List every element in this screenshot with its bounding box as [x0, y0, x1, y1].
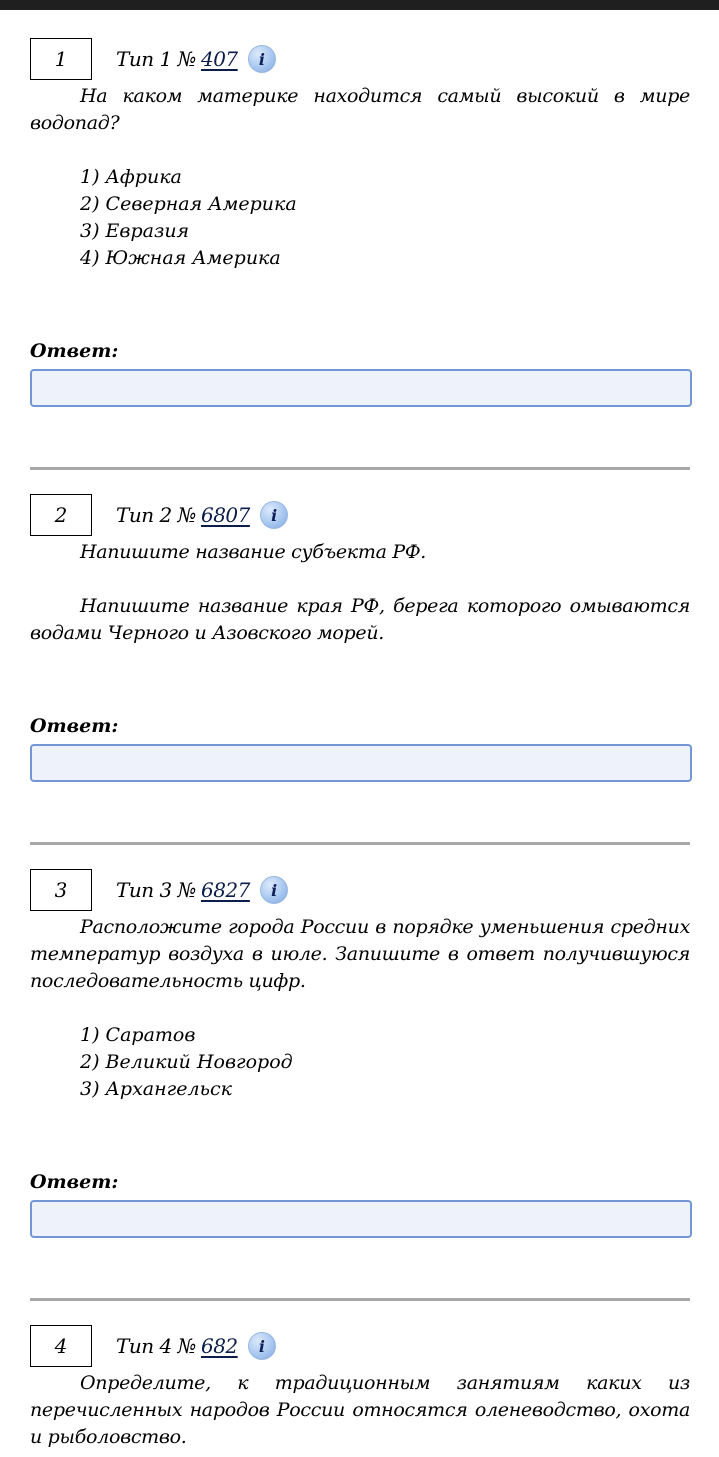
task-question: Напишите название края РФ, берега которого омываются водами Черного и Азовского морей.: [30, 595, 690, 644]
task-header: [116, 43, 276, 75]
task-number-box: 4: [30, 1325, 92, 1367]
option-item: 2) Северная Америка: [80, 193, 297, 215]
option-item: 1) Саратов: [80, 1024, 196, 1046]
task-subject-line: Напишите название субъекта РФ.: [80, 541, 427, 563]
task-divider: [30, 842, 690, 845]
task-type-label: Тип 3 №: [116, 878, 196, 902]
options-list: [80, 164, 297, 272]
task-divider: [30, 1298, 690, 1301]
task-number-box: 2: [30, 494, 92, 536]
option-item: 2) Великий Новгород: [80, 1051, 293, 1073]
task-type-label: Тип 4 №: [116, 1334, 196, 1358]
top-bar: [0, 0, 719, 10]
answer-input[interactable]: [30, 369, 692, 407]
option-item: 3) Архангельск: [80, 1078, 232, 1100]
answer-label: Ответ:: [30, 1171, 119, 1193]
option-item: 4) Южная Америка: [80, 247, 281, 269]
task-question: Расположите города России в порядке уменьшения средних температур воздуха в июле. Запишите в ответ получившуюся последовательность цифр.: [30, 916, 690, 992]
answer-input[interactable]: [30, 1200, 692, 1238]
info-icon[interactable]: i: [260, 876, 288, 904]
task-header: [116, 499, 288, 531]
answer-label: Ответ:: [30, 340, 119, 362]
option-item: 1) Африка: [80, 166, 182, 188]
info-icon[interactable]: i: [260, 501, 288, 529]
task-id-link[interactable]: 6807: [200, 503, 250, 527]
task-id-link[interactable]: 6827: [200, 878, 250, 902]
task-divider: [30, 467, 690, 470]
info-icon[interactable]: i: [248, 1332, 276, 1360]
task-question: На каком материке находится самый высокий в мире водопад?: [30, 85, 690, 134]
task-number-box: 1: [30, 38, 92, 80]
task-type-label: Тип 1 №: [116, 47, 196, 71]
task-type-label: Тип 2 №: [116, 503, 196, 527]
task-header: [116, 1330, 276, 1362]
task-number-box: 3: [30, 869, 92, 911]
task-id-link[interactable]: 407: [200, 47, 238, 71]
task-question: Определите, к традиционным занятиям каких из перечисленных народов России относятся оленеводство, охота и рыболовство.: [30, 1372, 690, 1448]
option-item: 3) Евразия: [80, 220, 190, 242]
answer-label: Ответ:: [30, 715, 119, 737]
task-id-link[interactable]: 682: [200, 1334, 238, 1358]
info-icon[interactable]: i: [248, 45, 276, 73]
options-list: [80, 1022, 293, 1103]
task-header: [116, 874, 288, 906]
answer-input[interactable]: [30, 744, 692, 782]
